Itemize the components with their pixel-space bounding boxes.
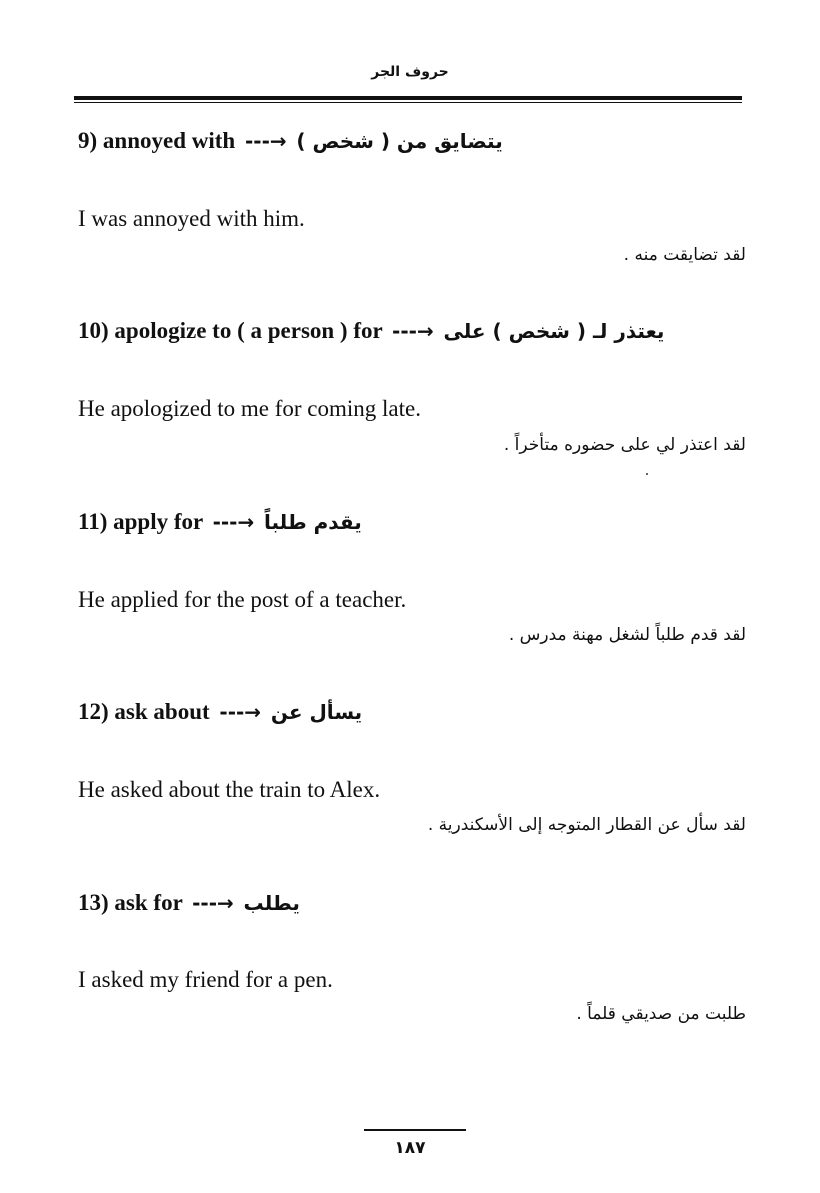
entry-arabic-meaning: يعتذر لـ ( شخص ) على: [443, 319, 665, 343]
arrow-icon: ---→: [392, 319, 434, 343]
entry-arabic-meaning: يتضايق من ( شخص ): [296, 129, 503, 153]
entry-arabic-meaning: يطلب: [243, 891, 300, 915]
entry-number: 9): [78, 128, 98, 153]
entry-number: 13): [78, 890, 109, 915]
arabic-translation: لقد تضايقت منه .: [623, 245, 746, 265]
page-header-title: حروف الجر: [371, 64, 449, 80]
entry-arabic-meaning: يسأل عن: [270, 700, 363, 724]
arabic-translation: لقد قدم طلباً لشغل مهنة مدرس .: [508, 625, 746, 645]
arrow-icon: ---→: [192, 891, 234, 915]
entry-heading: [78, 890, 300, 916]
entry-number: 11): [78, 509, 108, 534]
header-rule-thick: [74, 96, 742, 100]
entry-heading: [78, 509, 362, 535]
stray-dot: [646, 473, 648, 475]
entry-phrase: ask for: [114, 890, 183, 915]
entry-number: 10): [78, 318, 109, 343]
arrow-icon: ---→: [244, 129, 287, 153]
page-number: ١٨٧: [394, 1138, 426, 1158]
entry-arabic-meaning: يقدم طلباً: [264, 510, 362, 534]
arabic-translation: طلبت من صديقي قلماً .: [576, 1004, 746, 1024]
footer-rule: [364, 1129, 466, 1131]
entry-heading: [78, 318, 664, 344]
entry-phrase: apologize to ( a person ) for: [114, 318, 383, 343]
arrow-icon: ---→: [219, 700, 262, 724]
entry-number: 12): [78, 699, 109, 724]
example-sentence: He apologized to me for coming late.: [78, 396, 421, 421]
example-sentence: I was annoyed with him.: [78, 206, 305, 231]
example-sentence: He applied for the post of a teacher.: [78, 587, 407, 612]
arabic-translation: لقد سأل عن القطار المتوجه إلى الأسكندرية .: [427, 815, 746, 835]
entry-phrase: apply for: [113, 509, 203, 534]
example-sentence: He asked about the train to Alex.: [78, 777, 381, 802]
entry-heading: [78, 699, 362, 725]
entry-phrase: annoyed with: [102, 128, 236, 153]
arrow-icon: ---→: [212, 510, 255, 534]
header-rule-thin: [74, 102, 742, 103]
example-sentence: I asked my friend for a pen.: [78, 967, 333, 992]
entry-heading: [78, 128, 503, 154]
entry-phrase: ask about: [114, 699, 210, 724]
arabic-translation: لقد اعتذر لي على حضوره متأخراً .: [503, 435, 746, 455]
